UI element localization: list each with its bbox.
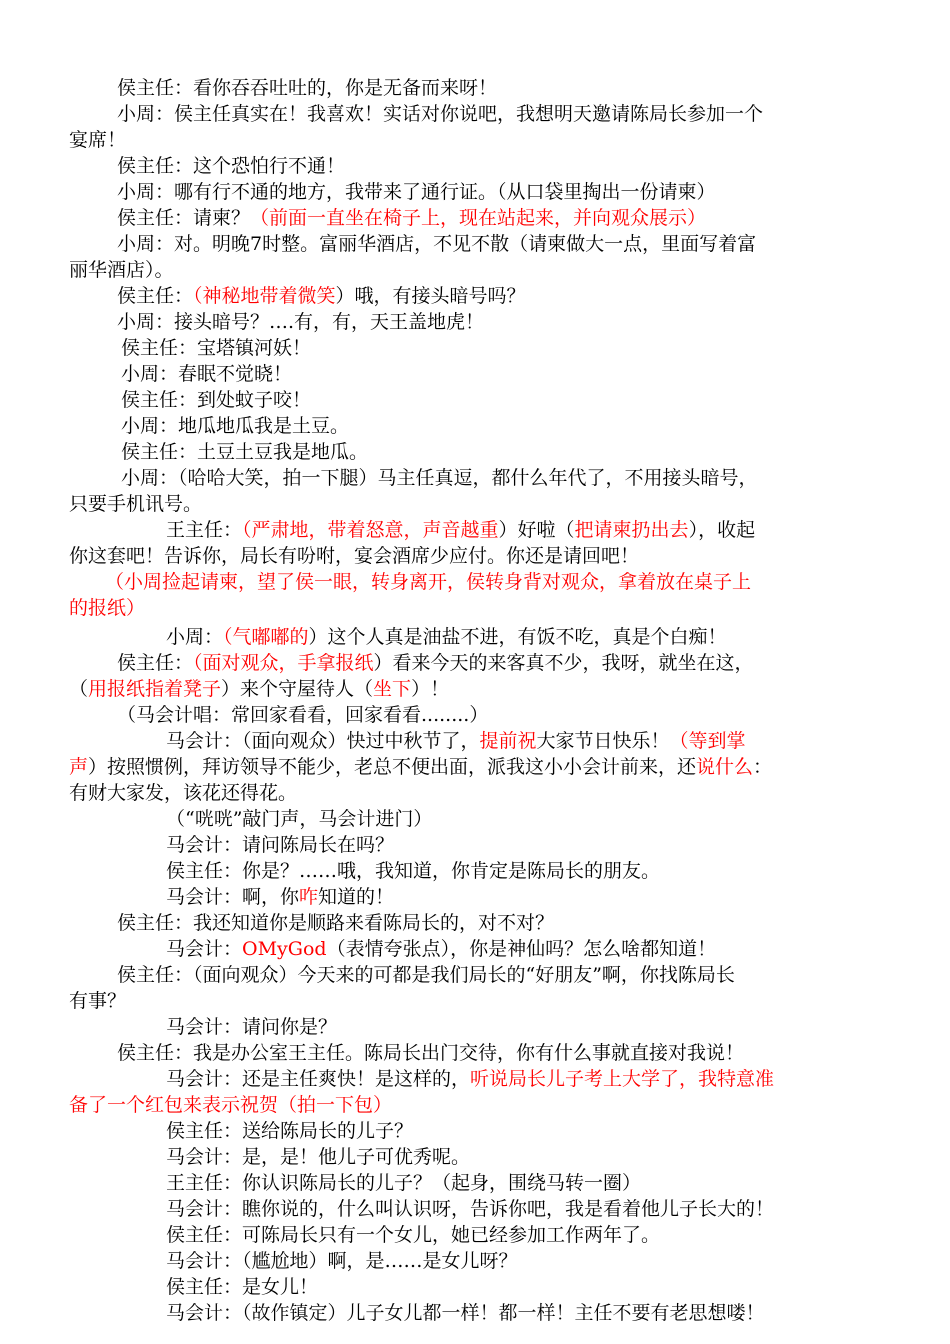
script-line: 马会计：是，是！他儿子可优秀呢。 — [166, 1146, 471, 1168]
stage-direction: 声 — [69, 756, 89, 778]
stage-direction: 说什么 — [696, 756, 754, 778]
script-line: 小周：对。明晚7时整。富丽华酒店，不见不散（请柬做大一点，里面写着富 — [117, 233, 757, 255]
script-line: 丽华酒店）。 — [69, 259, 174, 281]
script-line: （“咣咣”敲门声，马会计进门） — [166, 808, 433, 830]
script-line: 小周：接头暗号？….有，有，天王盖地虎！ — [117, 311, 485, 333]
script-line: 侯主任：我还知道你是顺路来看陈局长的，对不对？ — [117, 912, 555, 934]
stage-direction: 用报纸指着凳子 — [88, 678, 222, 700]
script-line: 马会计：瞧你说的，什么叫认识呀，告诉你吧，我是看着他儿子长大的！ — [166, 1198, 775, 1220]
script-line: 侯主任：土豆土豆我是地瓜。 — [121, 441, 369, 463]
stage-direction: 听说局长儿子考上大学了，我特意准 — [470, 1068, 775, 1090]
script-line: 宴席！ — [69, 129, 127, 151]
script-line: 声）按照惯例，拜访领导不能少，老总不便出面，派我这小小会计前来，还说什么： — [69, 756, 773, 778]
script-line: 侯主任：送给陈局长的儿子？ — [166, 1120, 414, 1142]
stage-direction: 把请柬扔出去 — [574, 519, 689, 541]
stage-direction: （气嘟嘟的 — [223, 626, 309, 648]
script-line: 王主任：你认识陈局长的儿子？（起身，围绕马转一圈） — [166, 1172, 642, 1194]
script-line: 你这套吧！告诉你，局长有吩咐，宴会酒席少应付。你还是请回吧！ — [69, 545, 640, 567]
script-line: 侯主任：到处蚊子咬！ — [121, 389, 312, 411]
stage-direction: （面对观众，手拿报纸 — [193, 652, 374, 674]
stage-direction-line: （小周捡起请柬，望了侯一眼，转身离开，侯转身背对观众，拿着放在桌子上 — [105, 571, 752, 593]
script-line: 马会计：（面向观众）快过中秋节了，提前祝大家节日快乐！（等到掌 — [166, 730, 746, 752]
script-line: 侯主任：这个恐怕行不通！ — [117, 155, 346, 177]
script-line: 侯主任：看你吞吞吐吐的，你是无备而来呀！ — [117, 77, 498, 99]
stage-direction-line: 备了一个红包来表示祝贺（拍一下包） — [69, 1094, 393, 1116]
script-line: 马会计：请问你是？ — [166, 1016, 338, 1038]
script-line: 侯主任：你是？……哦，我知道，你肯定是陈局长的朋友。 — [166, 860, 661, 882]
stage-direction: 咋 — [299, 886, 319, 908]
script-line: 小周：侯主任真实在！我喜欢！实话对你说吧，我想明天邀请陈局长参加一个 — [117, 103, 764, 125]
script-line: 小周：（哈哈大笑，拍一下腿）马主任真逗，都什么年代了，不用接头暗号， — [121, 467, 758, 489]
script-line: 马会计：啊，你咋知道的！ — [166, 886, 395, 908]
script-line: 王主任：（严肃地，带着怒意，声音越重）好啦（把请柬扔出去），收起 — [166, 519, 756, 541]
stage-direction-line: 的报纸） — [69, 597, 146, 619]
script-line: 马会计：请问陈局长在吗？ — [166, 834, 395, 856]
stage-direction: OMyGod — [242, 938, 327, 960]
script-line: 小周：地瓜地瓜我是土豆。 — [121, 415, 350, 437]
script-line: 侯主任：（面对观众，手拿报纸）看来今天的来客真不少，我呀，就坐在这， — [117, 652, 754, 674]
script-line: 侯主任：（神秘地带着微笑）哦，有接头暗号吗？ — [117, 285, 526, 307]
stage-direction: （神秘地带着微笑 — [193, 285, 336, 307]
script-line: 侯主任：我是办公室王主任。陈局长出门交待，你有什么事就直接对我说！ — [117, 1042, 745, 1064]
stage-direction: （前面一直坐在椅子上，现在站起来，并向观众展示） — [250, 207, 707, 229]
script-line: 侯主任：请柬？（前面一直坐在椅子上，现在站起来，并向观众展示） — [117, 207, 707, 229]
script-line: 马会计：OMyGod（表情夸张点），你是神仙吗？怎么啥都知道！ — [166, 938, 717, 960]
script-line: （用报纸指着凳子）来个守屋待人（坐下）！ — [69, 678, 450, 700]
script-line: 马会计：还是主任爽快！是这样的，听说局长儿子考上大学了，我特意准 — [166, 1068, 775, 1090]
script-line: 马会计：（尴尬地）啊，是……是女儿呀？ — [166, 1250, 518, 1272]
stage-direction: 坐下 — [373, 678, 412, 700]
stage-direction: （严肃地，带着怒意，声音越重 — [242, 519, 499, 541]
stage-direction: 提前祝 — [479, 730, 537, 752]
script-line: 小周：哪有行不通的地方，我带来了通行证。（从口袋里掏出一份请柬） — [117, 181, 716, 203]
script-line: 只要手机讯号。 — [69, 493, 203, 515]
script-line: 小周：（气嘟嘟的）这个人真是油盐不进，有饭不吃，真是个白痴！ — [166, 626, 727, 648]
script-line: 有事？ — [69, 990, 127, 1012]
script-line: 侯主任：（面向观众）今天来的可都是我们局长的“好朋友”啊，你找陈局长 — [117, 964, 735, 986]
script-line: （马会计唱：常回家看看，回家看看........） — [117, 704, 489, 726]
script-line: 小周：春眠不觉晓！ — [121, 363, 293, 385]
script-line: 侯主任：可陈局长只有一个女儿，她已经参加工作两年了。 — [166, 1224, 661, 1246]
script-line: 侯主任：是女儿！ — [166, 1276, 319, 1298]
script-line: 有财大家发，该花还得花。 — [69, 782, 298, 804]
script-line: 侯主任：宝塔镇河妖！ — [121, 337, 312, 359]
stage-direction: （等到掌 — [669, 730, 746, 752]
script-line: 马会计：（故作镇定）儿子女儿都一样！都一样！主任不要有老思想喽！ — [166, 1302, 765, 1324]
